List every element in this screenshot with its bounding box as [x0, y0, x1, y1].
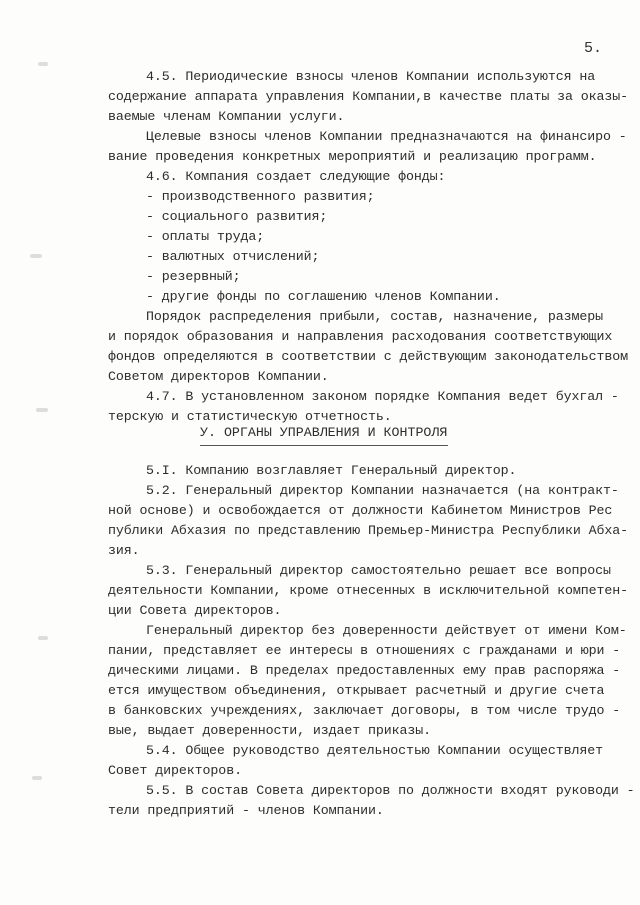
text-line: 4.5. Периодические взносы членов Компании используются на	[146, 69, 596, 84]
text-line: 5.3. Генеральный директор самостоятельно решает все вопросы	[146, 563, 611, 578]
text-line: Целевые взносы членов Компании предназначаются на финансиро -	[146, 129, 627, 144]
list-item: - оплаты труда;	[146, 229, 265, 244]
list-item: - валютных отчислений;	[146, 249, 320, 264]
text-line: ется имуществом объединения, открывает расчетный и другие счета	[108, 683, 605, 698]
text-line: дическими лицами. В пределах предоставленных ему прав распоряжа -	[108, 663, 621, 678]
page-number: 5.	[584, 40, 603, 57]
list-item: - производственного развития;	[146, 189, 375, 204]
text-line: публики Абхазия по представлению Премьер-Министра Республики Абха-	[108, 523, 629, 538]
list-item: - другие фонды по соглашению членов Компании.	[146, 289, 501, 304]
text-line: Совет директоров.	[108, 763, 242, 778]
scan-mark	[38, 62, 48, 66]
scan-mark	[36, 408, 48, 412]
text-line: содержание аппарата управления Компании,в качестве платы за оказы-	[108, 89, 629, 104]
list-item: - резервный;	[146, 269, 241, 284]
text-line: 4.7. В установленном законом порядке Компания ведет бухгал -	[146, 389, 619, 404]
text-line: фондов определяются в соответствии с действующим законодательством	[108, 349, 629, 364]
text-line: Генеральный директор без доверенности действует от имени Ком-	[146, 623, 627, 638]
text-line: Советом директоров Компании.	[108, 369, 329, 384]
heading-underline	[200, 445, 448, 446]
scan-mark	[38, 636, 48, 640]
text-line: вые, выдает доверенности, издает приказы.	[108, 723, 432, 738]
text-line: 5.4. Общее руководство деятельностью Компании осуществляет	[146, 743, 604, 758]
scan-mark	[32, 776, 42, 780]
text-line: ции Совета директоров.	[108, 603, 282, 618]
text-line: и порядок образования и направления расходования соответствующих	[108, 329, 613, 344]
text-line: в банковских учреждениях, заключает договоры, в том числе трудо -	[108, 703, 621, 718]
text-line: пании, представляет ее интересы в отношениях с гражданами и юри -	[108, 643, 621, 658]
text-line: 5.I. Компанию возглавляет Генеральный директор.	[146, 463, 517, 478]
text-line: Порядок распределения прибыли, состав, назначение, размеры	[146, 309, 604, 324]
text-line: деятельности Компании, кроме отнесенных в исключительной компетен-	[108, 583, 629, 598]
list-item: - социального развития;	[146, 209, 328, 224]
text-line: терскую и статистическую отчетность.	[108, 409, 392, 424]
section-heading: У. ОРГАНЫ УПРАВЛЕНИЯ И КОНТРОЛЯ	[200, 425, 448, 440]
text-line: 5.5. В состав Совета директоров по должности входят руководи -	[146, 783, 635, 798]
text-line: 5.2. Генеральный директор Компании назначается (на контракт-	[146, 483, 619, 498]
text-line: зия.	[108, 543, 140, 558]
scan-mark	[30, 254, 42, 258]
text-line: вание проведения конкретных мероприятий и реализацию программ.	[108, 149, 597, 164]
text-line: 4.6. Компания создает следующие фонды:	[146, 169, 446, 184]
text-line: тели предприятий - членов Компании.	[108, 803, 384, 818]
text-line: ваемые членам Компании услуги.	[108, 109, 345, 124]
text-line: ной основе) и освобождается от должности Кабинетом Министров Рес	[108, 503, 613, 518]
